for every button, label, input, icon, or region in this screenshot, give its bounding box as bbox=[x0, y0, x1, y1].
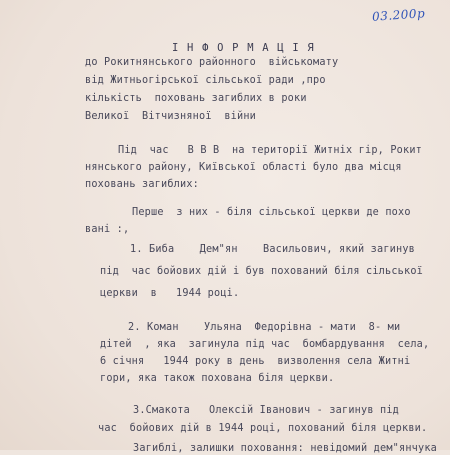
body-line: Загиблі, залишки поховання: невідомий дем"янчука bbox=[133, 443, 438, 454]
body-line: 3.Смакота Олексій Іванович - загинув під bbox=[133, 405, 400, 416]
body-line: Перше з них - біля сільської церкви де похо bbox=[132, 207, 411, 218]
body-line: дітей , яка загинула під час бомбардування села, bbox=[100, 339, 430, 350]
body-line: час бойових дій в 1944 році, похований біля церкви. bbox=[98, 423, 428, 434]
header-line: від Житньогірської сільської ради ,про bbox=[85, 75, 326, 86]
header-line: Великої Вітчизняної війни bbox=[85, 111, 257, 122]
body-line: гори, яка також похована біля церкви. bbox=[100, 373, 335, 384]
archive-number-stamp: 03.200р bbox=[371, 6, 426, 24]
header-line: до Рокитнянського районного військомату bbox=[85, 57, 339, 68]
body-line: Під час В В В на території Житніх гір, Рокит bbox=[118, 145, 423, 156]
body-line: 1. Биба Дем"ян Васильович, який загинув bbox=[130, 244, 416, 255]
body-line: вані :, bbox=[85, 224, 130, 235]
body-line: 2. Коман Ульяна Федорівна - мати 8- ми bbox=[128, 322, 401, 333]
body-line: під час бойових дій і був похований біля сільської bbox=[100, 266, 424, 277]
header-line: кількість поховань загиблих в роки bbox=[85, 93, 307, 104]
body-line: 6 січня 1944 року в день визволення села Житні bbox=[100, 356, 411, 367]
body-line: поховань загиблих: bbox=[85, 179, 200, 190]
document-title: І Н Ф О Р М А Ц І Я bbox=[172, 42, 315, 54]
body-line: нянського району, Київської області було два місця bbox=[85, 162, 402, 173]
body-line: церкви в 1944 році. bbox=[100, 288, 240, 299]
